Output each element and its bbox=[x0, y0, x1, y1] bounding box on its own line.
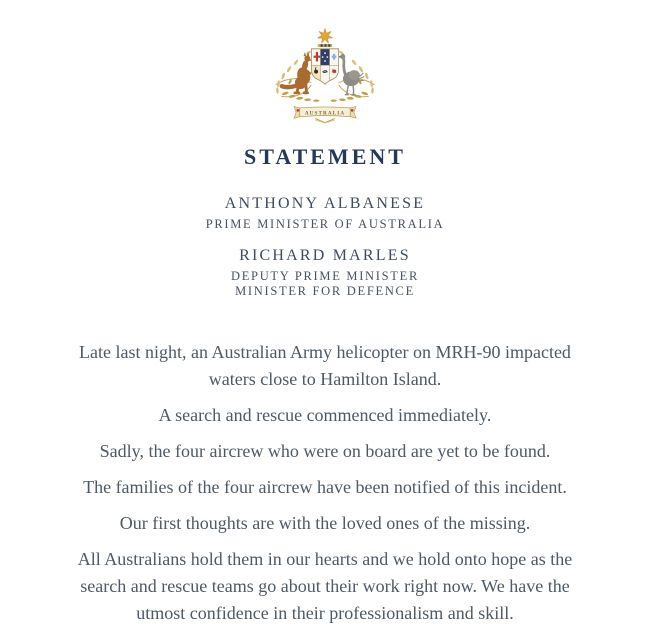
paragraph-line: Our first thoughts are with the loved ones of the missing. bbox=[119, 513, 531, 533]
commonwealth-star-icon bbox=[317, 28, 332, 47]
coat-of-arms-banner-text: AUSTRALIA bbox=[304, 110, 346, 117]
paragraph-line: The families of the four aircrew have been notified of this incident. bbox=[83, 477, 567, 497]
banner-red-accent-left bbox=[296, 109, 299, 112]
signatory-name: ANTHONY ALBANESE bbox=[224, 195, 426, 212]
paragraph bbox=[10, 510, 640, 537]
paragraph-line: waters close to Hamilton Island. bbox=[208, 369, 442, 389]
signatory-prime-minister bbox=[0, 194, 650, 232]
paragraph-line: Late last night, an Australian Army helicopter on MRH-90 impacted bbox=[79, 342, 571, 362]
australia-banner bbox=[294, 107, 356, 119]
paragraph-line: utmost confidence in their professionalism and skill. bbox=[136, 603, 514, 623]
signatory-name: RICHARD MARLES bbox=[239, 247, 411, 264]
signatory-deputy-prime-minister bbox=[0, 246, 650, 299]
paragraph bbox=[10, 474, 640, 501]
paragraph-line: Sadly, the four aircrew who were on board are yet to be found. bbox=[99, 441, 551, 461]
paragraph-line: A search and rescue commenced immediately. bbox=[158, 405, 492, 425]
shield bbox=[311, 49, 338, 84]
signatory-title: MINISTER FOR DEFENCE bbox=[235, 284, 415, 298]
paragraph bbox=[10, 546, 640, 627]
banner-red-accent-right bbox=[351, 109, 354, 112]
statement-body bbox=[10, 339, 640, 627]
kangaroo-figure bbox=[282, 52, 312, 94]
emu-figure bbox=[337, 54, 364, 95]
paragraph-line: All Australians hold them in our hearts and we hold onto hope as the bbox=[77, 549, 573, 569]
paragraph-line: search and rescue teams go about their work right now. We have the bbox=[80, 576, 570, 596]
paragraph bbox=[10, 402, 640, 429]
signatory-title: PRIME MINISTER OF AUSTRALIA bbox=[205, 217, 445, 231]
paragraph bbox=[10, 339, 640, 393]
signatory-title: DEPUTY PRIME MINISTER bbox=[230, 269, 420, 283]
coat-of-arms-graphic bbox=[261, 26, 389, 124]
paragraph bbox=[10, 438, 640, 465]
australian-coat-of-arms bbox=[261, 26, 389, 124]
statement-heading: STATEMENT bbox=[244, 144, 406, 169]
